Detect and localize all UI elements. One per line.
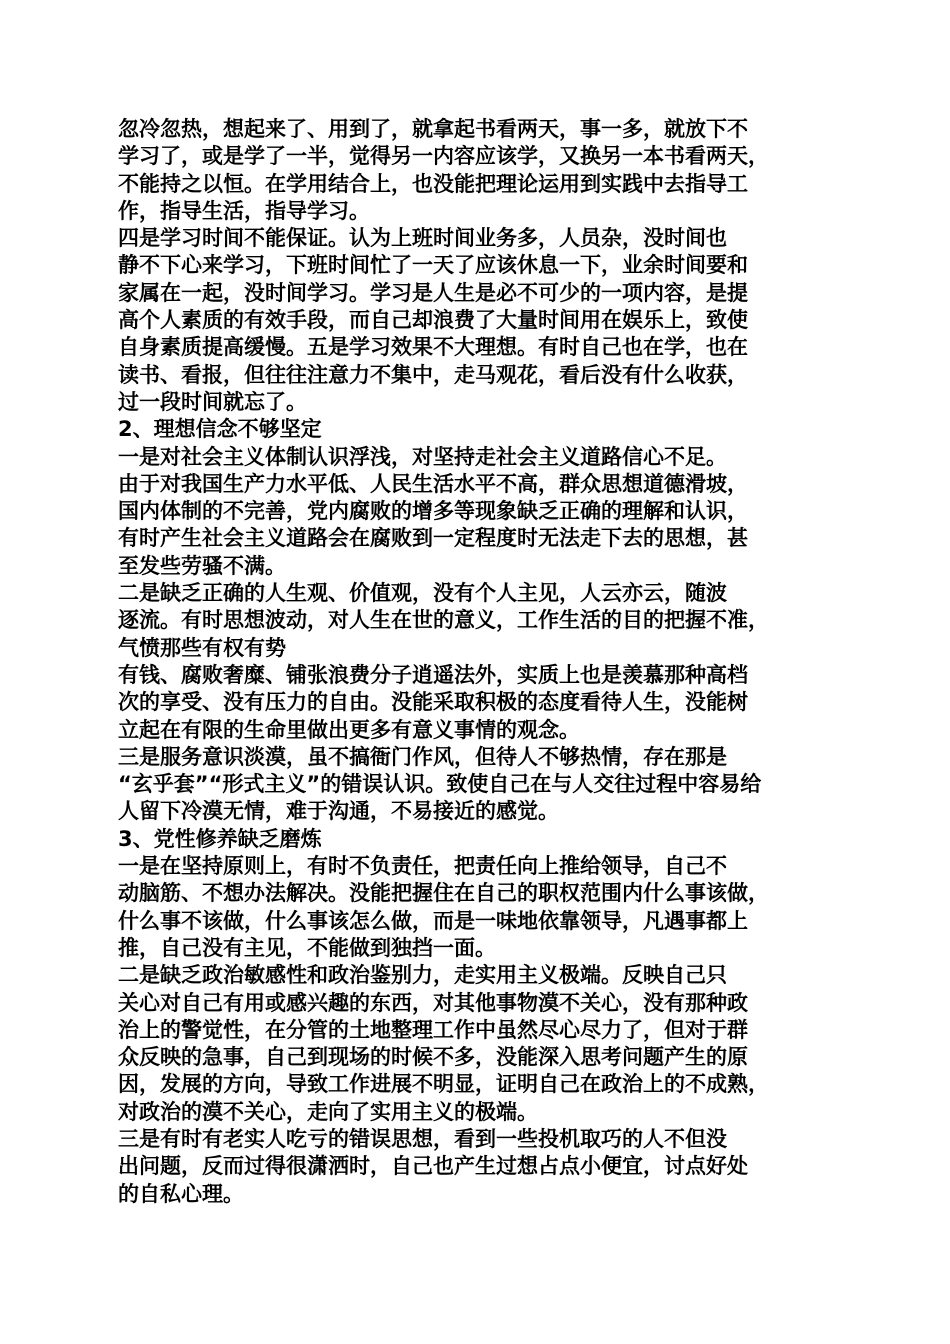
section-heading: 2、理想信念不够坚定 [118,417,322,442]
text-line: 过一段时间就忘了。 [118,389,307,414]
text-line: 人留下冷漠无情，难于沟通，不易接近的感觉。 [118,799,559,824]
text-line: 由于对我国生产力水平低、人民生活水平不高，群众思想道德滑坡， [118,471,748,496]
text-line: 逐流。有时思想波动，对人生在世的意义，工作生活的目的把握不准， [118,608,769,633]
text-line: 读书、看报，但往往注意力不集中，走马观花，看后没有什么收获， [118,362,748,387]
text-line: “玄乎套”“形式主义”的错误认识。致使自己在与人交往过程中容易给 [118,772,762,797]
text-line: 静不下心来学习，下班时间忙了一天了应该休息一下，业余时间要和 [118,253,748,278]
text-line: 有钱、腐败奢糜、铺张浪费分子逍遥法外，实质上也是羡慕那种高档 [118,662,748,687]
text-line: 众反映的急事，自己到现场的时候不多，没能深入思考问题产生的原 [118,1045,748,1070]
text-line: 立起在有限的生命里做出更多有意义事情的观念。 [118,717,580,742]
text-line: 忽冷忽热，想起来了、用到了，就拿起书看两天，事一多，就放下不 [118,117,748,141]
section-heading: 3、党性修养缺乏磨炼 [118,826,322,851]
text-line: 作，指导生活，指导学习。 [118,198,370,223]
text-line: 对政治的漠不关心，走向了实用主义的极端。 [118,1099,538,1124]
text-line: 不能持之以恒。在学用结合上，也没能把理论运用到实践中去指导工 [118,171,748,196]
text-line: 二是缺乏政治敏感性和政治鉴别力，走实用主义极端。反映自己只 [118,963,727,988]
text-line: 什么事不该做，什么事该怎么做，而是一味地依靠领导，凡遇事都上 [118,908,748,933]
text-line: 一是对社会主义体制认识浮浅，对坚持走社会主义道路信心不足。 [118,444,727,469]
text-line: 四是学习时间不能保证。认为上班时间业务多，人员杂，没时间也 [118,226,727,251]
text-line: 气愤那些有权有势 [118,635,286,660]
text-line: 动脑筋、不想办法解决。没能把握住在自己的职权范围内什么事该做， [118,881,769,906]
text-line: 推，自己没有主见，不能做到独挡一面。 [118,935,496,960]
text-line: 出问题，反而过得很潇洒时，自己也产生过想占点小便宜，讨点好处 [118,1154,748,1179]
text-line: 国内体制的不完善，党内腐败的增多等现象缺乏正确的理解和认识， [118,499,748,524]
text-line: 治上的警觉性，在分管的土地整理工作中虽然尽心尽力了，但对于群 [118,1017,748,1042]
text-line: 的自私心理。 [118,1181,244,1206]
text-line: 关心对自己有用或感兴趣的东西，对其他事物漠不关心，没有那种政 [118,990,748,1015]
text-line: 次的享受、没有压力的自由。没能采取积极的态度看待人生，没能树 [118,690,748,715]
text-line: 因，发展的方向，导致工作进展不明显，证明自己在政治上的不成熟， [118,1072,769,1097]
text-line: 一是在坚持原则上，有时不负责任，把责任向上推给领导，自己不 [118,854,727,879]
text-line: 有时产生社会主义道路会在腐败到一定程度时无法走下去的思想，甚 [118,526,748,551]
text-line: 三是有时有老实人吃亏的错误思想，看到一些投机取巧的人不但没 [118,1126,727,1151]
text-line: 学习了，或是学了一半，觉得另一内容应该学，又换另一本书看两天， [118,144,769,169]
text-line: 高个人素质的有效手段，而自己却浪费了大量时间用在娱乐上，致使 [118,308,748,333]
text-line: 自身素质提高缓慢。五是学习效果不大理想。有时自己也在学，也在 [118,335,748,360]
text-line: 二是缺乏正确的人生观、价值观，没有个人主见，人云亦云，随波 [118,581,727,606]
text-line: 三是服务意识淡漠，虽不搞衙门作风，但待人不够热情，存在那是 [118,744,727,769]
document-body [118,116,848,1208]
text-line: 至发些劳骚不满。 [118,553,286,578]
text-line: 家属在一起，没时间学习。学习是人生是必不可少的一项内容，是提 [118,280,748,305]
